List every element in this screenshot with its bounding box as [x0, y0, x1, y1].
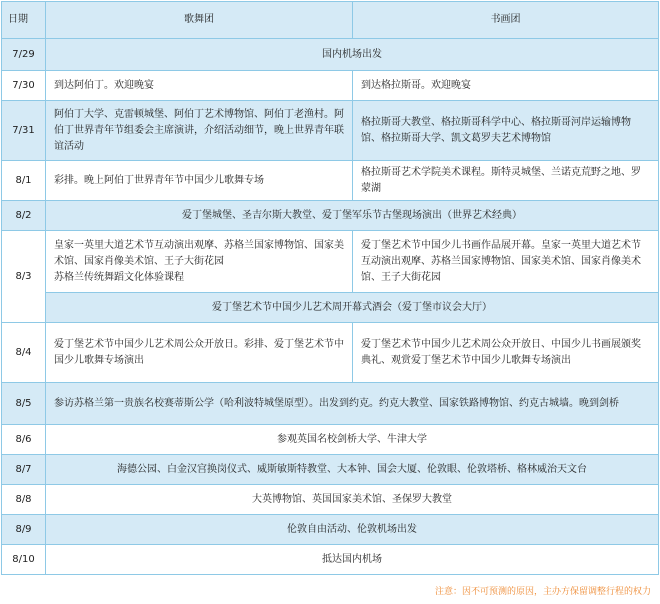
table-header-row [2, 2, 659, 39]
row-song-dance-activity: 彩排。晚上阿伯丁世界青年节中国少儿歌舞专场 [46, 161, 353, 201]
table-row [2, 201, 659, 231]
row-date: 8/10 [2, 545, 46, 575]
table-row [2, 425, 659, 455]
row-date: 8/2 [2, 201, 46, 231]
table-row [2, 293, 659, 323]
table-row [2, 545, 659, 575]
table-row [2, 383, 659, 425]
row-painting-activity: 到达格拉斯哥。欢迎晚宴 [353, 71, 659, 101]
header-painting-calligraphy-troupe: 书画团 [353, 2, 659, 39]
row-shared-activity: 爱丁堡城堡、圣吉尔斯大教堂、爱丁堡军乐节古堡现场演出（世界艺术经典） [46, 201, 659, 231]
header-song-dance-troupe: 歌舞团 [46, 2, 353, 39]
row-date: 8/3 [2, 231, 46, 323]
table-row [2, 455, 659, 485]
table-row [2, 323, 659, 383]
footnote: 注意：因不可预测的原因，主办方保留调整行程的权力 [434, 587, 651, 597]
row-painting-activity: 爱丁堡艺术节中国少儿艺术周公众开放日、中国少儿书画展颁奖典礼、观赏爱丁堡艺术节中国少儿歌舞专场演出 [353, 323, 659, 383]
row-date: 8/7 [2, 455, 46, 485]
row-song-dance-activity: 爱丁堡艺术节中国少儿艺术周公众开放日。彩排、爱丁堡艺术节中国少儿歌舞专场演出 [46, 323, 353, 383]
row-painting-activity: 格拉斯哥大教堂、格拉斯哥科学中心、格拉斯哥河岸运输博物馆、格拉斯哥大学、凯文葛罗夫艺术博物馆 [353, 101, 659, 161]
row-date: 8/9 [2, 515, 46, 545]
row-date: 7/30 [2, 71, 46, 101]
row-shared-activity: 海德公园、白金汉宫换岗仪式、威斯敏斯特教堂、大本钟、国会大厦、伦敦眼、伦敦塔桥、格林威治天文台 [46, 455, 659, 485]
row-shared-activity: 抵达国内机场 [46, 545, 659, 575]
row-date: 8/6 [2, 425, 46, 455]
table-row [2, 39, 659, 71]
row-painting-activity: 格拉斯哥艺术学院美术课程。斯特灵城堡、兰诺克荒野之地、罗蒙湖 [353, 161, 659, 201]
itinerary-table [1, 1, 659, 575]
row-date: 7/29 [2, 39, 46, 71]
row-date: 8/4 [2, 323, 46, 383]
row-shared-activity: 参观英国名校剑桥大学、牛津大学 [46, 425, 659, 455]
row-song-dance-activity: 阿伯丁大学、克雷顿城堡、阿伯丁艺术博物馆、阿伯丁老渔村。阿伯丁世界青年节组委会主席演讲，介绍活动细节，晚上世界青年联谊活动 [46, 101, 353, 161]
row-song-dance-activity: 到达阿伯丁。欢迎晚宴 [46, 71, 353, 101]
row-shared-activity: 国内机场出发 [46, 39, 659, 71]
table-row [2, 231, 659, 293]
header-date: 日期 [2, 2, 46, 39]
table-row [2, 71, 659, 101]
row-shared-activity: 参访苏格兰第一贵族名校赛蒂斯公学（哈利波特城堡原型）。出发到约克。约克大教堂、国家铁路博物馆、约克古城墙。晚到剑桥 [46, 383, 659, 425]
row-song-dance-activity: 皇家一英里大道艺术节互动演出观摩、苏格兰国家博物馆、国家美术馆、国家肖像美术馆、王子大街花园 苏格兰传统舞蹈文化体验课程 [46, 231, 353, 293]
row-date: 8/1 [2, 161, 46, 201]
table-row [2, 515, 659, 545]
row-date: 8/8 [2, 485, 46, 515]
row-date: 7/31 [2, 101, 46, 161]
row-painting-activity: 爱丁堡艺术节中国少儿书画作品展开幕。皇家一英里大道艺术节互动演出观摩、苏格兰国家博物馆、国家美术馆、国家肖像美术馆、王子大街花园 [353, 231, 659, 293]
table-row [2, 101, 659, 161]
row-date: 8/5 [2, 383, 46, 425]
row-shared-activity: 爱丁堡艺术节中国少儿艺术周开幕式酒会（爱丁堡市议会大厅） [46, 293, 659, 323]
table-row [2, 161, 659, 201]
row-shared-activity: 大英博物馆、英国国家美术馆、圣保罗大教堂 [46, 485, 659, 515]
row-shared-activity: 伦敦自由活动、伦敦机场出发 [46, 515, 659, 545]
table-row [2, 485, 659, 515]
